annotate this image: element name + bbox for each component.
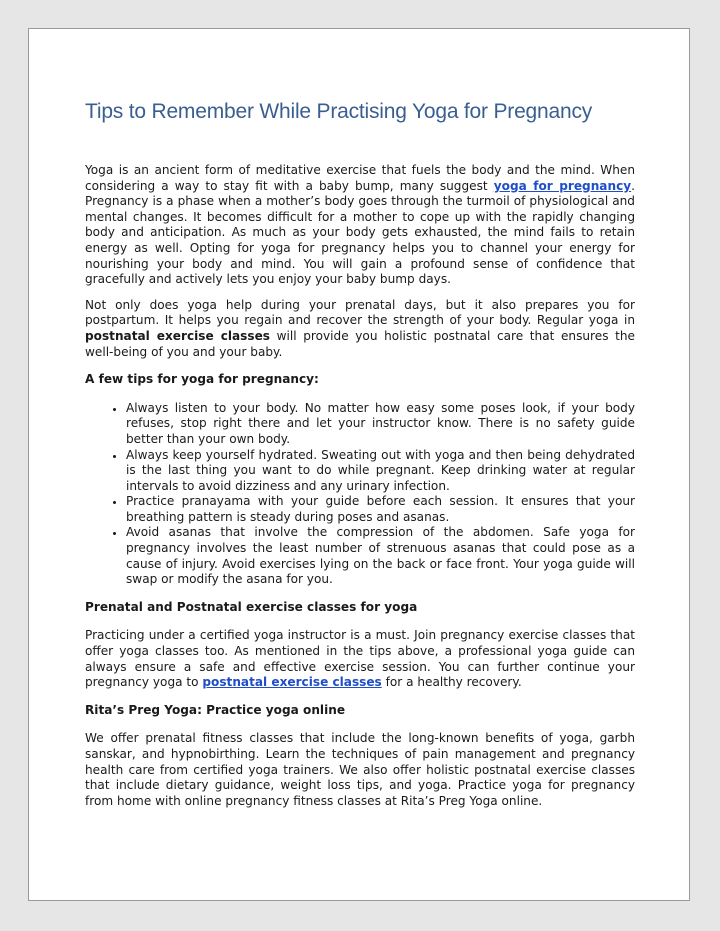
classes-text-start: Practicing under a certified yoga instructor is a must. Join pregnancy exercise classes that offer yoga classes too. As mentioned in the tips above, a professional yoga guide can always ensure a safe and effective exercise session. You can further continue your pregnancy yoga to [85, 628, 635, 690]
classes-heading: Prenatal and Postnatal exercise classes for yoga [85, 599, 418, 614]
postpartum-text-start: Not only does yoga help during your prenatal days, but it also prepares you for postpartum. It helps you regain and recover the strength of your body. Regular yoga in [85, 297, 635, 328]
tip-item: • Practice pranayama with your guide before each session. It ensures that your breathing pattern is steady during poses and asanas. [126, 494, 635, 525]
intro-paragraph [85, 163, 635, 288]
postpartum-text-end: will provide you holistic postnatal care that ensures the well-being of you and your baby. [85, 328, 635, 359]
postnatal-classes-bold: postnatal exercise classes [85, 328, 270, 343]
postnatal-exercise-classes-link[interactable]: postnatal exercise classes [202, 675, 382, 690]
classes-text-end: for a healthy recovery. [381, 675, 522, 690]
online-heading: Rita’s Preg Yoga: Practice yoga online [85, 702, 346, 717]
tips-list [85, 401, 635, 588]
tips-heading: A few tips for yoga for pregnancy: [85, 372, 319, 387]
tip-item: • Always keep yourself hydrated. Sweating out with yoga and then being dehydrated is the last thing you want to do while pregnant. Keep drinking water at regular intervals to avoid dizziness and any urinary infection. [126, 448, 635, 495]
online-paragraph: We offer prenatal fitness classes that include the long-known benefits of yoga, garbh sanskar, and hypnobirthing. Learn the techniques of pain management and pregnancy health care from certified yoga trainers. We also offer holistic postnatal exercise classes that include dietary guidance, weight loss tips, and yoga. Practice yoga for pregnancy from home with online pregnancy fitness classes at Rita’s Preg Yoga online. [85, 731, 635, 808]
intro-text-start: Yoga is an ancient form of meditative exercise that fuels the body and the mind. When considering a way to stay fit with a baby bump, many suggest [85, 163, 635, 193]
yoga-for-pregnancy-link[interactable]: yoga for pregnancy [493, 178, 632, 193]
intro-text-end: . Pregnancy is a phase when a mother’s body goes through the turmoil of physiological and mental changes. It becomes difficult for a mother to cope up with the rapidly changing body and anticipation. As much as your body gets exhausted, the mind fails to retain energy as well. Opting for yoga for pregnancy helps you to channel your energy for nourishing your body and mind. You will gain a profound sense of confidence that gracefully and actively lets you enjoy your baby bump days. [85, 178, 635, 287]
tip-item: • Avoid asanas that involve the compression of the abdomen. Safe yoga for pregnancy involves the least number of strenuous asanas that could pose as a cause of injury. Avoid exercises lying on the back or face front. Your yoga guide will swap or modify the asana for you. [126, 525, 635, 587]
page-title: Tips to Remember While Practising Yoga for Pregnancy [85, 100, 593, 123]
classes-paragraph [85, 628, 635, 690]
tip-item: • Always listen to your body. No matter how easy some poses look, if your body refuses, stop right there and let your instructor know. There is no safety guide better than your own body. [126, 401, 635, 448]
document-body [85, 99, 635, 819]
document-page [28, 28, 690, 901]
postpartum-paragraph [85, 298, 635, 360]
